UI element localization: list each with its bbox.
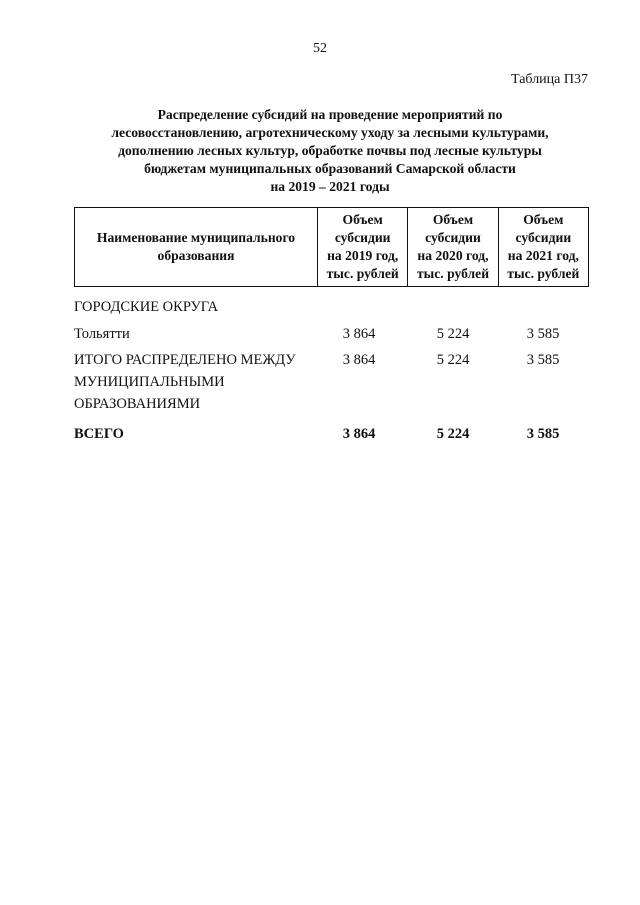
- header-2019: [318, 208, 408, 287]
- header-line: Наименование муниципального: [96, 230, 296, 245]
- header-line: на 2019 год,: [327, 248, 399, 263]
- header-line: тыс. рублей: [507, 266, 580, 281]
- header-line: на 2021 год,: [507, 248, 579, 263]
- itogo-line: ИТОГО РАСПРЕДЕЛЕНО МЕЖДУ: [74, 352, 296, 368]
- header-line: субсидии: [515, 230, 572, 245]
- title-line: на 2019 – 2021 годы: [270, 179, 390, 194]
- value-2021: 3 585: [526, 352, 560, 368]
- title-line: бюджетам муниципальных образований Самарской области: [144, 161, 516, 176]
- header-line: субсидии: [334, 230, 391, 245]
- total-label: ВСЕГО: [74, 426, 124, 442]
- value-2020: 5 224: [436, 352, 470, 368]
- value-2021: 3 585: [526, 326, 560, 342]
- itogo-line: МУНИЦИПАЛЬНЫМИ: [74, 374, 225, 390]
- value-2019: 3 864: [342, 326, 376, 342]
- header-line: тыс. рублей: [326, 266, 399, 281]
- title-line: дополнению лесных культур, обработке почвы под лесные культуры: [118, 143, 542, 158]
- header-2020: [408, 208, 498, 287]
- value-2020: 5 224: [436, 426, 470, 442]
- header-line: Объем: [432, 212, 474, 227]
- itogo-label: [74, 349, 324, 415]
- header-row: [75, 208, 589, 287]
- header-line: Объем: [342, 212, 383, 227]
- title-line: лесовосстановлению, агротехническому уходу за лесными культурами,: [111, 125, 549, 140]
- document-title: [80, 106, 580, 196]
- value-2019: 3 864: [342, 352, 376, 368]
- header-line: субсидии: [425, 230, 481, 245]
- value-2019: 3 864: [342, 426, 376, 442]
- value-2021: 3 585: [526, 426, 560, 442]
- value-2020: 5 224: [436, 326, 470, 342]
- section-label: ГОРОДСКИЕ ОКРУГА: [74, 299, 219, 315]
- page-number: 52: [313, 41, 327, 56]
- itogo-line: ОБРАЗОВАНИЯМИ: [74, 396, 201, 412]
- header-line: образования: [157, 248, 235, 263]
- title-line: Распределение субсидий на проведение мероприятий по: [157, 107, 503, 122]
- header-line: Объем: [523, 212, 564, 227]
- subsidy-table-header: [74, 207, 589, 287]
- table-label: Таблица П37: [511, 72, 588, 87]
- municipality-name: Тольятти: [74, 326, 130, 342]
- header-line: тыс. рублей: [416, 266, 490, 281]
- header-municipality: [75, 208, 318, 287]
- header-2021: [498, 208, 588, 287]
- header-line: на 2020 год,: [417, 248, 489, 263]
